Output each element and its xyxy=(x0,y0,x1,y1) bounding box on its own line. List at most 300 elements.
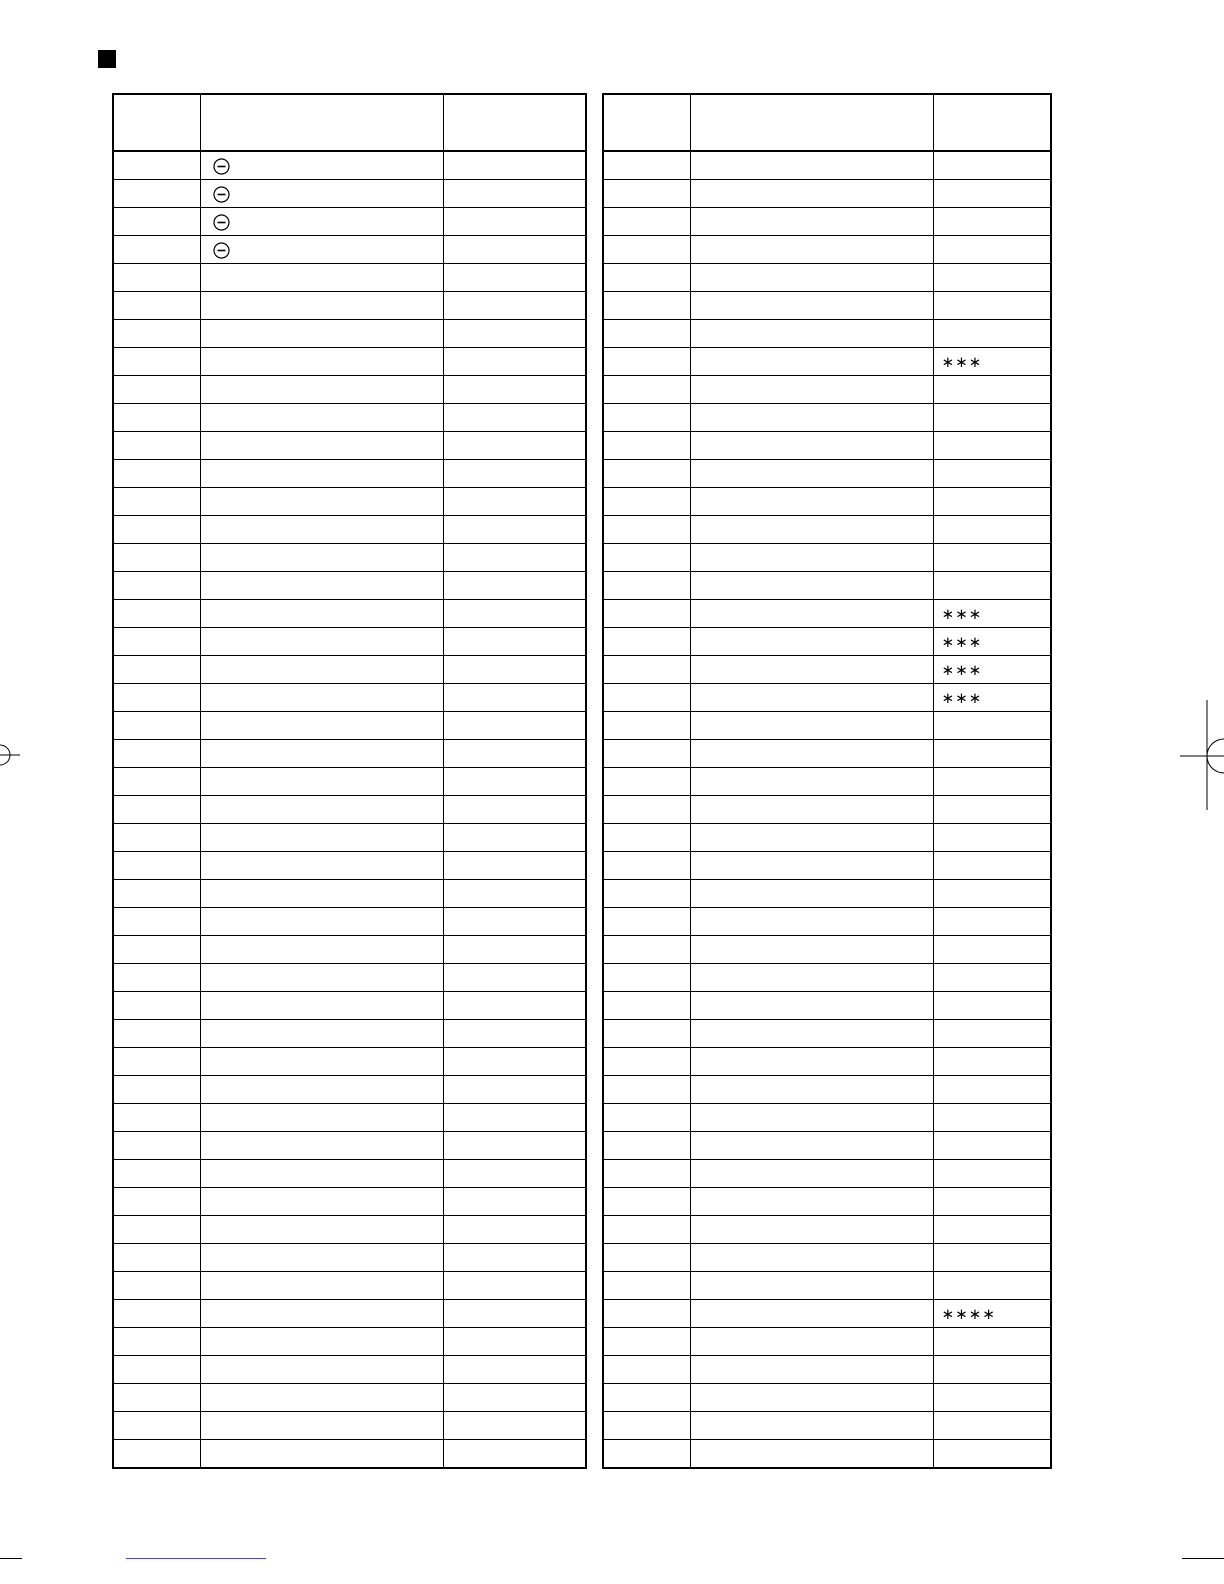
table-cell xyxy=(933,208,1051,236)
table-cell xyxy=(443,936,586,964)
circled-minus-icon xyxy=(213,158,230,175)
table-cell xyxy=(690,1020,933,1048)
table-cell xyxy=(200,516,443,544)
table-cell xyxy=(443,824,586,852)
table-cell xyxy=(690,544,933,572)
table-cell xyxy=(113,1048,200,1076)
table-cell xyxy=(200,1020,443,1048)
table-cell xyxy=(933,740,1051,768)
table-cell xyxy=(933,1132,1051,1160)
table-cell xyxy=(690,320,933,348)
table-cell xyxy=(603,460,690,488)
table-cell xyxy=(113,1356,200,1384)
table-cell xyxy=(200,796,443,824)
table-row xyxy=(113,600,586,628)
table-row xyxy=(603,852,1051,880)
table-cell xyxy=(690,768,933,796)
table-cell xyxy=(690,1272,933,1300)
table-cell xyxy=(603,796,690,824)
table-cell xyxy=(933,936,1051,964)
table-row xyxy=(603,376,1051,404)
table-cell xyxy=(113,404,200,432)
table-cell xyxy=(200,432,443,460)
asterisk-mark: ∗∗∗ xyxy=(933,684,1051,712)
asterisk-mark: ∗∗∗ xyxy=(933,600,1051,628)
table-cell xyxy=(200,740,443,768)
table-row xyxy=(603,600,1051,628)
table-cell xyxy=(113,348,200,376)
table-row xyxy=(113,404,586,432)
table-cell xyxy=(443,712,586,740)
table-cell xyxy=(113,1244,200,1272)
table-cell xyxy=(113,964,200,992)
table-cell xyxy=(113,376,200,404)
table-row xyxy=(603,1272,1051,1300)
table-cell xyxy=(200,264,443,292)
table-cell xyxy=(443,1104,586,1132)
table-row xyxy=(113,628,586,656)
table-cell xyxy=(603,264,690,292)
table-row xyxy=(603,1104,1051,1132)
table-cell xyxy=(603,1076,690,1104)
table-row xyxy=(603,740,1051,768)
table-row xyxy=(603,992,1051,1020)
table-cell xyxy=(603,600,690,628)
table-cell xyxy=(200,348,443,376)
table-row xyxy=(603,1356,1051,1384)
left-header-row xyxy=(113,94,586,151)
table-cell xyxy=(443,460,586,488)
table-cell xyxy=(603,1440,690,1469)
table-cell xyxy=(690,656,933,684)
table-row xyxy=(113,1216,586,1244)
table-cell xyxy=(690,936,933,964)
table-cell xyxy=(443,796,586,824)
table-row xyxy=(113,1440,586,1469)
table-cell xyxy=(933,1076,1051,1104)
table-cell xyxy=(443,151,586,180)
table-cell xyxy=(690,516,933,544)
table-cell xyxy=(200,824,443,852)
table-cell xyxy=(443,1300,586,1328)
table-cell xyxy=(443,544,586,572)
table-row xyxy=(603,516,1051,544)
table-row xyxy=(603,936,1051,964)
table-cell xyxy=(690,740,933,768)
table-cell xyxy=(443,852,586,880)
table-row xyxy=(113,1076,586,1104)
header-cell xyxy=(933,94,1051,151)
table-row xyxy=(113,1132,586,1160)
table-cell xyxy=(113,796,200,824)
table-cell xyxy=(113,488,200,516)
table-cell xyxy=(443,376,586,404)
table-cell xyxy=(443,1132,586,1160)
table-row xyxy=(113,236,586,264)
table-cell xyxy=(603,1412,690,1440)
table-cell xyxy=(933,264,1051,292)
table-cell xyxy=(113,1160,200,1188)
table-cell xyxy=(690,376,933,404)
table-cell xyxy=(603,292,690,320)
table-row xyxy=(113,1160,586,1188)
table-cell xyxy=(603,740,690,768)
table-cell xyxy=(443,320,586,348)
table-cell xyxy=(933,1384,1051,1412)
table-row xyxy=(603,768,1051,796)
table-cell xyxy=(603,628,690,656)
table-cell xyxy=(113,908,200,936)
table-cell xyxy=(200,768,443,796)
table-row xyxy=(113,1300,586,1328)
table-row xyxy=(113,320,586,348)
table-cell xyxy=(603,1132,690,1160)
table-row xyxy=(113,1356,586,1384)
circled-minus-icon xyxy=(213,242,230,259)
table-cell xyxy=(603,208,690,236)
table-cell xyxy=(933,1188,1051,1216)
table-row xyxy=(603,1384,1051,1412)
table-row xyxy=(113,1272,586,1300)
table-cell xyxy=(443,1356,586,1384)
table-cell xyxy=(200,992,443,1020)
table-cell xyxy=(113,852,200,880)
right-header-row xyxy=(603,94,1051,151)
table-row xyxy=(603,1188,1051,1216)
table-cell xyxy=(933,404,1051,432)
table-cell xyxy=(690,1328,933,1356)
table-cell xyxy=(113,992,200,1020)
table-row xyxy=(603,460,1051,488)
table-cell xyxy=(603,1160,690,1188)
table-row xyxy=(113,824,586,852)
table-cell xyxy=(113,572,200,600)
table-row xyxy=(603,208,1051,236)
table-cell xyxy=(200,1244,443,1272)
table-cell xyxy=(200,1356,443,1384)
table-cell xyxy=(690,852,933,880)
table-row xyxy=(113,348,586,376)
table-row xyxy=(113,992,586,1020)
table-cell xyxy=(113,1412,200,1440)
table-cell xyxy=(690,1216,933,1244)
table-cell xyxy=(603,1300,690,1328)
table-cell xyxy=(603,376,690,404)
table-row xyxy=(113,740,586,768)
table-cell xyxy=(933,1356,1051,1384)
table-row xyxy=(603,1216,1051,1244)
table-row xyxy=(113,208,586,236)
table-cell xyxy=(443,1048,586,1076)
table-cell xyxy=(113,1328,200,1356)
table-cell xyxy=(113,1440,200,1469)
table-cell xyxy=(933,1048,1051,1076)
table-cell xyxy=(933,880,1051,908)
table-row xyxy=(113,1048,586,1076)
table-cell xyxy=(933,376,1051,404)
table-cell xyxy=(443,208,586,236)
table-row xyxy=(113,796,586,824)
table-cell xyxy=(603,768,690,796)
table-row xyxy=(603,404,1051,432)
table-cell xyxy=(113,712,200,740)
table-cell xyxy=(603,992,690,1020)
table-row xyxy=(603,824,1051,852)
table-cell xyxy=(603,320,690,348)
table-cell xyxy=(933,1244,1051,1272)
table-cell xyxy=(443,1328,586,1356)
table-cell xyxy=(690,992,933,1020)
table-row xyxy=(113,936,586,964)
asterisk-mark: ∗∗∗∗ xyxy=(933,1300,1051,1328)
table-cell xyxy=(113,740,200,768)
table-cell xyxy=(200,600,443,628)
right-table xyxy=(602,93,1052,1469)
footer-rule xyxy=(126,1558,266,1559)
table-cell xyxy=(603,572,690,600)
header-cell xyxy=(603,94,690,151)
table-cell xyxy=(200,1188,443,1216)
table-cell xyxy=(113,1104,200,1132)
table-row xyxy=(113,264,586,292)
table-row xyxy=(113,151,586,180)
table-cell xyxy=(200,712,443,740)
table-cell xyxy=(443,180,586,208)
table-cell xyxy=(603,1244,690,1272)
table-row xyxy=(113,572,586,600)
table-row xyxy=(603,320,1051,348)
table-row xyxy=(603,151,1051,180)
table-row xyxy=(603,908,1051,936)
table-cell xyxy=(603,852,690,880)
table-cell xyxy=(603,908,690,936)
table-cell xyxy=(933,1216,1051,1244)
table-row xyxy=(603,1020,1051,1048)
table-cell xyxy=(933,460,1051,488)
table-row xyxy=(113,1412,586,1440)
table-cell xyxy=(443,600,586,628)
table-cell xyxy=(113,1188,200,1216)
table-row xyxy=(603,1244,1051,1272)
table-cell xyxy=(933,852,1051,880)
table-row xyxy=(603,880,1051,908)
table-cell xyxy=(443,404,586,432)
table-cell xyxy=(443,432,586,460)
circled-minus-icon xyxy=(213,214,230,231)
table-cell xyxy=(933,488,1051,516)
table-row xyxy=(603,544,1051,572)
table-cell xyxy=(443,656,586,684)
table-cell xyxy=(443,1412,586,1440)
table-row xyxy=(603,236,1051,264)
table-cell xyxy=(443,516,586,544)
table-cell xyxy=(443,348,586,376)
table-cell xyxy=(603,404,690,432)
table-cell xyxy=(443,628,586,656)
table-cell xyxy=(690,712,933,740)
table-cell xyxy=(933,1160,1051,1188)
table-cell xyxy=(113,516,200,544)
table-row xyxy=(603,264,1051,292)
table-cell xyxy=(200,628,443,656)
table-row xyxy=(603,964,1051,992)
table-cell xyxy=(113,600,200,628)
table-cell xyxy=(113,1076,200,1104)
header-cell xyxy=(443,94,586,151)
table-cell xyxy=(443,1188,586,1216)
table-cell xyxy=(933,964,1051,992)
table-row xyxy=(113,180,586,208)
table-cell xyxy=(443,264,586,292)
table-cell xyxy=(933,712,1051,740)
table-cell xyxy=(113,544,200,572)
table-cell xyxy=(690,488,933,516)
table-row xyxy=(113,432,586,460)
table-cell xyxy=(933,908,1051,936)
table-row xyxy=(603,1300,1051,1328)
table-row xyxy=(603,348,1051,376)
table-row xyxy=(603,656,1051,684)
table-cell xyxy=(113,880,200,908)
table-cell xyxy=(200,936,443,964)
table-cell xyxy=(200,572,443,600)
table-cell xyxy=(113,768,200,796)
table-cell xyxy=(603,348,690,376)
table-cell xyxy=(603,964,690,992)
table-cell xyxy=(933,544,1051,572)
table-cell xyxy=(933,824,1051,852)
table-cell xyxy=(443,908,586,936)
table-cell xyxy=(200,208,443,236)
table-cell xyxy=(690,824,933,852)
table-cell xyxy=(690,1300,933,1328)
table-cell xyxy=(933,1020,1051,1048)
table-cell xyxy=(113,1384,200,1412)
table-cell xyxy=(690,1440,933,1469)
table-cell xyxy=(200,1048,443,1076)
table-cell xyxy=(200,852,443,880)
table-cell xyxy=(603,1048,690,1076)
table-row xyxy=(113,684,586,712)
table-cell xyxy=(200,292,443,320)
table-row xyxy=(113,1104,586,1132)
registration-mark-icon xyxy=(0,735,22,775)
asterisk-mark: ∗∗∗ xyxy=(933,656,1051,684)
table-cell xyxy=(690,264,933,292)
table-cell xyxy=(603,824,690,852)
table-cell xyxy=(200,908,443,936)
table-cell xyxy=(690,348,933,376)
table-cell xyxy=(933,516,1051,544)
table-cell xyxy=(113,432,200,460)
table-cell xyxy=(200,236,443,264)
table-row xyxy=(113,1188,586,1216)
table-cell xyxy=(603,432,690,460)
table-cell xyxy=(200,180,443,208)
table-cell xyxy=(690,1356,933,1384)
table-cell xyxy=(690,1244,933,1272)
table-cell xyxy=(690,796,933,824)
table-row xyxy=(603,628,1051,656)
table-row xyxy=(603,488,1051,516)
table-cell xyxy=(690,684,933,712)
table-cell xyxy=(200,320,443,348)
table-cell xyxy=(443,992,586,1020)
table-cell xyxy=(200,488,443,516)
table-cell xyxy=(603,712,690,740)
table-cell xyxy=(690,1412,933,1440)
table-cell xyxy=(443,488,586,516)
table-cell xyxy=(690,236,933,264)
table-cell xyxy=(690,1384,933,1412)
table-cell xyxy=(603,180,690,208)
table-row xyxy=(603,1412,1051,1440)
table-cell xyxy=(113,460,200,488)
table-cell xyxy=(933,1440,1051,1469)
table-cell xyxy=(603,656,690,684)
table-cell xyxy=(603,488,690,516)
table-row xyxy=(113,1020,586,1048)
table-row xyxy=(113,460,586,488)
table-cell xyxy=(690,1048,933,1076)
table-cell xyxy=(690,1160,933,1188)
table-cell xyxy=(200,376,443,404)
registration-mark-icon xyxy=(1180,700,1224,810)
table-cell xyxy=(113,180,200,208)
table-cell xyxy=(200,684,443,712)
circled-minus-icon xyxy=(213,186,230,203)
table-row xyxy=(113,852,586,880)
table-row xyxy=(113,516,586,544)
table-cell xyxy=(443,740,586,768)
table-cell xyxy=(690,1076,933,1104)
table-cell xyxy=(200,1412,443,1440)
table-row xyxy=(113,964,586,992)
table-cell xyxy=(603,1216,690,1244)
table-cell xyxy=(200,1160,443,1188)
asterisk-mark: ∗∗∗ xyxy=(933,348,1051,376)
table-cell xyxy=(113,824,200,852)
table-cell xyxy=(690,1188,933,1216)
table-cell xyxy=(113,236,200,264)
table-row xyxy=(603,572,1051,600)
table-cell xyxy=(603,1272,690,1300)
table-cell xyxy=(603,544,690,572)
table-cell xyxy=(443,236,586,264)
table-row xyxy=(113,488,586,516)
table-cell xyxy=(200,1300,443,1328)
table-cell xyxy=(933,572,1051,600)
table-cell xyxy=(933,151,1051,180)
table-row xyxy=(603,1076,1051,1104)
table-cell xyxy=(113,628,200,656)
filled-square-icon xyxy=(98,50,116,68)
table-cell xyxy=(113,1272,200,1300)
table-cell xyxy=(200,1132,443,1160)
table-cell xyxy=(690,908,933,936)
table-cell xyxy=(113,292,200,320)
header-cell xyxy=(200,94,443,151)
table-cell xyxy=(603,236,690,264)
table-cell xyxy=(690,404,933,432)
table-cell xyxy=(113,1216,200,1244)
table-cell xyxy=(113,1300,200,1328)
table-cell xyxy=(443,1216,586,1244)
table-cell xyxy=(690,1132,933,1160)
table-row xyxy=(603,180,1051,208)
table-cell xyxy=(933,796,1051,824)
table-row xyxy=(603,1328,1051,1356)
